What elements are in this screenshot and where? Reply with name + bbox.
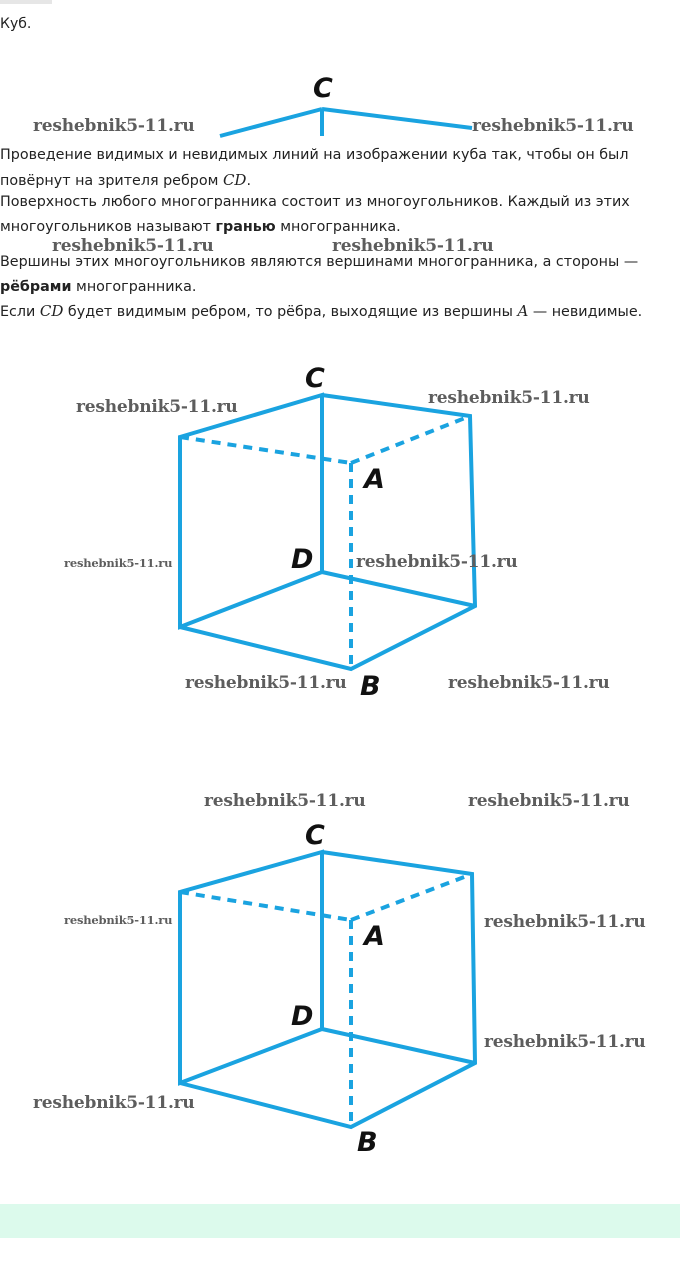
hidden-edge-a-right bbox=[351, 416, 470, 463]
vertex-label-b: B bbox=[360, 671, 381, 702]
hidden-edge-a-right bbox=[351, 874, 472, 920]
watermark: reshebnik5-11.ru bbox=[448, 673, 610, 693]
right-visible-edges bbox=[180, 395, 475, 669]
front-face bbox=[180, 395, 322, 627]
paragraph-1: Проведение видимых и невидимых линий на изображении куба так, чтобы он был повёрнут на зрителя ребром CD. bbox=[0, 147, 629, 189]
edge-fragment-right bbox=[322, 109, 472, 128]
term-face: гранью bbox=[215, 219, 276, 235]
cube-figure-2 bbox=[0, 810, 680, 1170]
vertex-label-a: A bbox=[364, 464, 385, 495]
watermark: reshebnik5-11.ru bbox=[185, 673, 347, 693]
answer-bar bbox=[0, 1204, 680, 1238]
watermark: reshebnik5-11.ru bbox=[472, 116, 634, 136]
watermark: reshebnik5-11.ru bbox=[332, 236, 494, 256]
math-cd: CD bbox=[39, 302, 64, 320]
paragraph-3: Вершины этих многоугольников являются вершинами многогранника, а стороны — рёбрами многогранника. bbox=[0, 254, 639, 295]
vertex-label-c: C bbox=[313, 73, 333, 104]
watermark: reshebnik5-11.ru bbox=[33, 116, 195, 136]
watermark: reshebnik5-11.ru bbox=[428, 388, 590, 408]
hidden-edge-a-left bbox=[180, 437, 351, 463]
edge-fragment-left bbox=[220, 109, 322, 136]
top-cube-fragment bbox=[0, 70, 680, 150]
front-face bbox=[180, 852, 322, 1083]
watermark: reshebnik5-11.ru bbox=[76, 397, 238, 417]
vertex-label-a: A bbox=[364, 921, 385, 952]
watermark: reshebnik5-11.ru bbox=[484, 1032, 646, 1052]
watermark: reshebnik5-11.ru bbox=[52, 236, 214, 256]
math-a: A bbox=[517, 302, 529, 320]
paragraph-2: Поверхность любого многогранника состоит из многоугольников. Каждый из этих многоугольников называют гранью многогранника. bbox=[0, 194, 630, 235]
vertex-label-d: D bbox=[291, 1001, 314, 1032]
watermark: reshebnik5-11.ru bbox=[356, 552, 518, 572]
paragraph-4: Если CD будет видимым ребром, то рёбра, выходящие из вершины A — невидимые. bbox=[0, 302, 643, 320]
hidden-edge-a-left bbox=[180, 892, 351, 920]
watermark: reshebnik5-11.ru bbox=[204, 791, 366, 811]
term-edges: рёбрами bbox=[0, 279, 72, 295]
edge-cd bbox=[322, 572, 475, 606]
vertex-label-d: D bbox=[291, 544, 314, 575]
top-tab-decoration bbox=[0, 0, 52, 4]
right-visible-edges bbox=[180, 852, 475, 1127]
math-cd: CD bbox=[222, 171, 247, 189]
vertex-label-c: C bbox=[305, 363, 325, 394]
watermark: reshebnik5-11.ru bbox=[64, 913, 173, 927]
watermark: reshebnik5-11.ru bbox=[33, 1093, 195, 1113]
vertex-label-b: B bbox=[357, 1127, 378, 1158]
watermark: reshebnik5-11.ru bbox=[468, 791, 630, 811]
vertex-label-c: C bbox=[305, 820, 325, 851]
watermark: reshebnik5-11.ru bbox=[64, 556, 173, 570]
edge-cd bbox=[322, 1029, 475, 1063]
page-title: Куб. bbox=[0, 16, 32, 32]
watermark: reshebnik5-11.ru bbox=[484, 912, 646, 932]
